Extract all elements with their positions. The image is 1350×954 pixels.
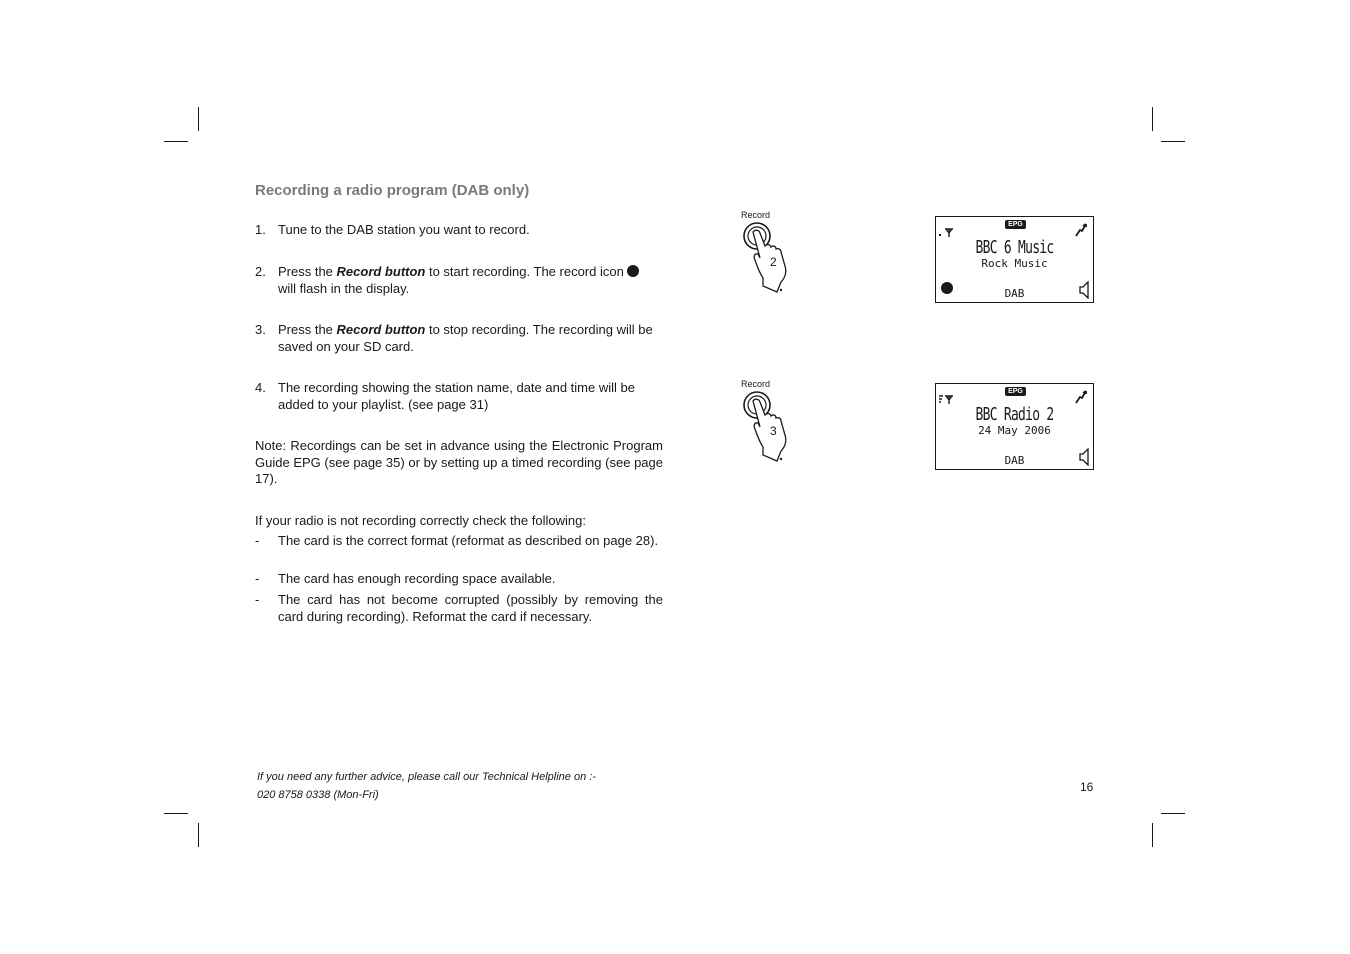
speaker-icon <box>1079 448 1091 466</box>
epg-indicator: EPG <box>1005 220 1026 229</box>
signal-antenna-icon <box>939 394 957 406</box>
step-badge: 2 <box>770 255 777 269</box>
step-badge: 3 <box>770 424 777 438</box>
record-button-caption: Record <box>741 210 771 220</box>
record-button-illustration <box>741 210 821 300</box>
check-text: The card has enough recording space available. <box>278 571 556 586</box>
check-item <box>255 571 663 588</box>
band-label: DAB <box>1004 287 1025 300</box>
section-title: Recording a radio program (DAB only) <box>255 182 530 199</box>
bullet-dash: - <box>255 571 260 586</box>
station-name: BBC Radio 2 <box>975 404 1054 425</box>
step-text: Tune to the DAB station you want to record. <box>278 222 530 237</box>
note-paragraph: Note: Recordings can be set in advance using the Electronic Program Guide EPG (see page 35) or by setting up a timed recording (see page 17). <box>255 438 663 486</box>
footer-helpline <box>257 768 596 804</box>
speaker-icon <box>1079 281 1091 299</box>
step-4 <box>255 380 665 413</box>
record-button-label: Record button <box>336 264 426 279</box>
lcd-display <box>935 383 1094 470</box>
backlight-icon <box>1074 223 1088 237</box>
check-item <box>255 592 663 625</box>
crop-mark <box>1161 141 1185 142</box>
step-text: The recording showing the station name, date and time will be added to your playlist. (see page 31) <box>278 380 635 412</box>
step-1 <box>255 222 665 239</box>
step-number: 3. <box>255 322 266 337</box>
band-label: DAB <box>1004 454 1025 467</box>
crop-mark <box>1152 107 1153 131</box>
crop-mark <box>164 141 188 142</box>
record-button-caption: Record <box>741 379 771 389</box>
backlight-icon <box>1074 390 1088 404</box>
crop-mark <box>1161 813 1185 814</box>
crop-mark <box>164 813 188 814</box>
step-number: 2. <box>255 264 266 279</box>
signal-antenna-icon <box>939 227 955 239</box>
step-number: 1. <box>255 222 266 237</box>
helpline-text: If you need any further advice, please call our Technical Helpline on :- <box>257 771 596 783</box>
record-button-illustration <box>741 379 821 469</box>
station-name: BBC 6 Music <box>975 237 1054 258</box>
step-2 <box>255 264 665 297</box>
step-text-post2: will flash in the display. <box>278 280 410 296</box>
step-3 <box>255 322 665 355</box>
check-item <box>255 533 663 550</box>
page-number: 16 <box>1080 780 1094 794</box>
bullet-dash: - <box>255 533 260 548</box>
step-text-pre: Press the <box>278 264 337 279</box>
crop-mark <box>198 823 199 847</box>
epg-indicator: EPG <box>1005 387 1026 396</box>
lcd-display <box>935 216 1094 303</box>
step-text <box>278 264 665 297</box>
check-text: The card has not become corrupted (possibly by removing the card during recording). Reformat the card if necessary. <box>278 592 663 624</box>
recording-date: 24 May 2006 <box>978 424 1051 437</box>
programme-info: Rock Music <box>981 257 1048 270</box>
record-button-label: Record button <box>336 322 426 337</box>
helpline-number: 020 8758 0338 (Mon-Fri) <box>257 789 379 801</box>
step-text-post: to stop recording. The recording will be saved on your SD card. <box>278 322 653 354</box>
step-text-post: to start recording. The record icon <box>425 264 624 279</box>
step-text <box>278 322 665 355</box>
bullet-dash: - <box>255 592 260 607</box>
record-icon <box>627 265 639 277</box>
check-text: The card is the correct format (reformat as described on page 28). <box>278 533 659 548</box>
step-number: 4. <box>255 380 266 395</box>
step-text-pre: Press the <box>278 322 337 337</box>
crop-mark <box>198 107 199 131</box>
crop-mark <box>1152 823 1153 847</box>
troubleshoot-intro: If your radio is not recording correctly check the following: <box>255 513 586 528</box>
